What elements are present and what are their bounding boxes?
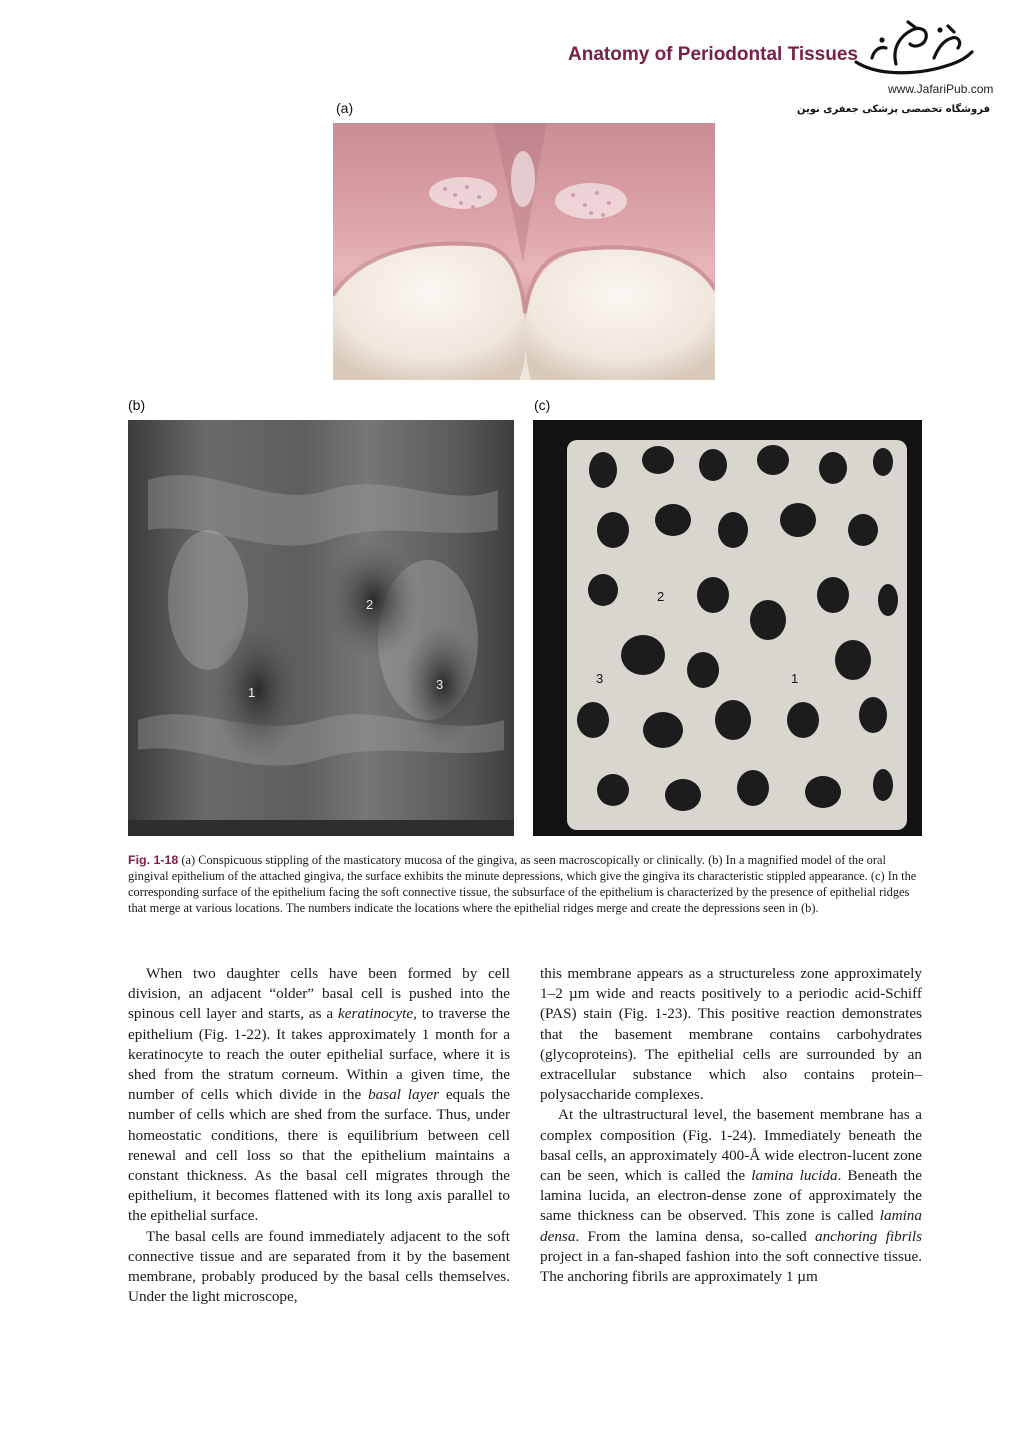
- body-paragraph: [128, 964, 510, 1227]
- figure-caption: [128, 852, 922, 916]
- term-anchoring-fibrils: anchoring fibrils: [814, 1227, 922, 1245]
- term-keratinocyte: keratinocyte: [338, 1005, 414, 1023]
- text-run: At the ultrastructural level, the basement membrane has a complex composition (Fig. 1-24). Immediately beneath the basal cells, an approximately 400-Å wide electron-lucent zone can be seen, which is called the: [540, 1106, 922, 1185]
- publisher-store-name: فروشگاه تخصصی پزشکی جعفری نوین: [797, 104, 990, 115]
- body-column-left: [128, 964, 510, 1307]
- text-run: When two daughter cells have been formed by cell division, an adjacent “older” basal cell is pushed into the spinous cell layer and starts, as a: [128, 965, 510, 1023]
- epithelial-surface-model: [128, 420, 514, 836]
- panel-b-label: (b): [128, 397, 146, 413]
- panel-c-number-1: 1: [791, 671, 799, 686]
- text-run: equals the number of cells which are shed from the surface. Thus, under homeostatic conditions, there is equilibrium between cell renewal and cell loss so that the epithelium maintains a constant thickness. As the basal cell migrates through the epithelium, it becomes flattened with its long axis parallel to the epithelial surface.: [128, 1086, 510, 1225]
- term-lamina-densa: lamina densa: [540, 1207, 922, 1245]
- publisher-url: www.JafariPub.com: [888, 82, 994, 96]
- term-basal-layer: basal layer: [368, 1086, 439, 1104]
- running-title: Anatomy of Periodontal Tissues: [568, 44, 858, 65]
- panel-c-label: (c): [534, 397, 551, 413]
- panel-a-label: (a): [336, 100, 354, 116]
- body-column-right: [540, 964, 922, 1287]
- body-paragraph: this membrane appears as a structureless zone approximately 1–2 µm wide and reacts positively to a periodic acid-Schiff (PAS) stain (Fig. 1-23). This positive reaction demonstrates that the basement membrane contains carbohydrates (glycoproteins). The epithelial cells are surrounded by an extracellular substance which also contains protein–polysaccharide complexes.: [540, 965, 922, 1104]
- panel-b-number-3: 3: [436, 677, 444, 692]
- body-paragraph: [540, 1105, 922, 1287]
- text-run: . Beneath the lamina lucida, an electron-dense zone of approximately the same thickness can be observed. This zone is called: [540, 1167, 922, 1225]
- text-run: project in a fan-shaped fashion into the soft connective tissue. The anchoring fibrils are approximately 1 µm: [540, 1247, 922, 1286]
- panel-b-number-2: 2: [366, 597, 374, 612]
- panel-b-number-1: 1: [248, 685, 256, 700]
- panel-c-number-3: 3: [596, 671, 604, 686]
- panel-c-number-2: 2: [657, 589, 665, 604]
- caption-tag: Fig. 1-18: [128, 853, 179, 867]
- gingiva-photo: [333, 123, 715, 380]
- caption-text: (a) Conspicuous stippling of the masticatory mucosa of the gingiva, as seen macroscopically or clinically. (b) In a magnified model of the oral gingival epithelium of the attached gingiva, the surface exhibits the minute depressions, which give the gingiva its characteristic stippled appearance. (c) In the corresponding surface of the epithelium facing the soft connective tissue, the subsurface of the epithelium is characterized by the presence of epithelial ridges that merge at various locations. The numbers indicate the locations where the epithelial ridges merge and create the depressions seen in (b).: [128, 853, 917, 915]
- publisher-logo: [848, 18, 978, 80]
- body-paragraph: The basal cells are found immediately adjacent to the soft connective tissue and are separated from it by the basement membrane, probably produced by the basal cells themselves. Under the light microscope,: [128, 1227, 510, 1306]
- text-run: , to traverse the epithelium (Fig. 1-22). It takes approximately 1 month for a keratinocyte to reach the outer epithelial surface, where it is shed from the stratum corneum. Within a given time, the number of cells which divide in the: [128, 1005, 510, 1104]
- epithelial-ridge-network: [533, 420, 922, 836]
- text-run: . From the lamina densa, so-called: [575, 1227, 815, 1245]
- term-lamina-lucida: lamina lucida: [751, 1167, 838, 1185]
